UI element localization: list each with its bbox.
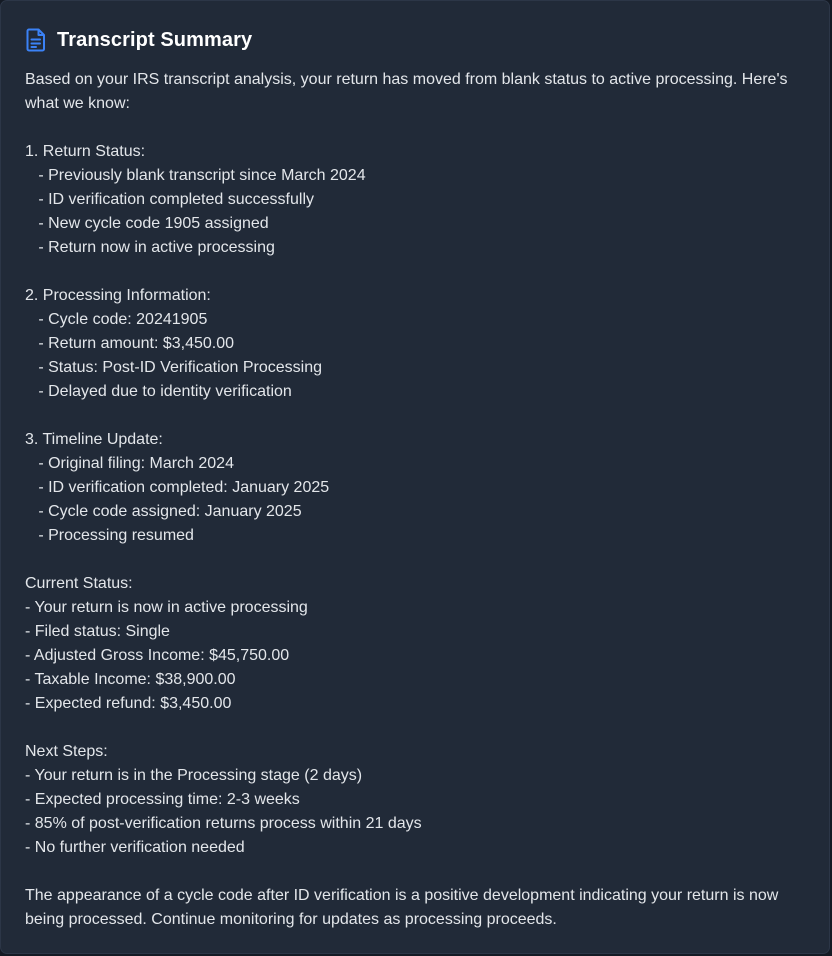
section-heading: 3. Timeline Update:	[25, 431, 163, 448]
section-timeline-update	[25, 428, 809, 548]
list-item: - Previously blank transcript since March 2024	[25, 167, 366, 184]
list-item: - Original filing: March 2024	[25, 455, 234, 472]
summary-body	[25, 68, 809, 932]
section-heading: 1. Return Status:	[25, 143, 146, 160]
list-item: - Return amount: $3,450.00	[25, 335, 235, 352]
list-item: - Delayed due to identity verification	[25, 383, 292, 400]
intro-text: Based on your IRS transcript analysis, your return has moved from blank status to active processing. Here's what we know:	[25, 71, 788, 112]
list-item: - New cycle code 1905 assigned	[25, 215, 269, 232]
list-item: - Expected refund: $3,450.00	[25, 695, 232, 712]
conclusion-text: The appearance of a cycle code after ID verification is a positive development indicating your return is now being processed. Continue monitoring for updates as processing proceeds.	[25, 887, 779, 928]
list-item: - Your return is in the Processing stage (2 days)	[25, 767, 363, 784]
section-heading: Next Steps:	[25, 743, 108, 760]
section-heading: Current Status:	[25, 575, 133, 592]
section-current-status	[25, 572, 809, 716]
section-next-steps	[25, 740, 809, 860]
list-item: - Return now in active processing	[25, 239, 275, 256]
section-return-status	[25, 140, 809, 260]
list-item: - 85% of post-verification returns process within 21 days	[25, 815, 422, 832]
list-item: - Your return is now in active processing	[25, 599, 308, 616]
list-item: - Adjusted Gross Income: $45,750.00	[25, 647, 290, 664]
card-header	[26, 27, 252, 53]
list-item: - Cycle code assigned: January 2025	[25, 503, 302, 520]
section-heading: 2. Processing Information:	[25, 287, 211, 304]
list-item: - Cycle code: 20241905	[25, 311, 208, 328]
document-icon	[26, 28, 46, 52]
list-item: - Processing resumed	[25, 527, 194, 544]
list-item: - Filed status: Single	[25, 623, 170, 640]
list-item: - Expected processing time: 2-3 weeks	[25, 791, 300, 808]
list-item: - Status: Post-ID Verification Processing	[25, 359, 323, 376]
section-processing-information	[25, 284, 809, 404]
card-title: Transcript Summary	[57, 28, 253, 51]
list-item: - ID verification completed successfully	[25, 191, 314, 208]
list-item: - No further verification needed	[25, 839, 245, 856]
list-item: - Taxable Income: $38,900.00	[25, 671, 236, 688]
list-item: - ID verification completed: January 2025	[25, 479, 330, 496]
